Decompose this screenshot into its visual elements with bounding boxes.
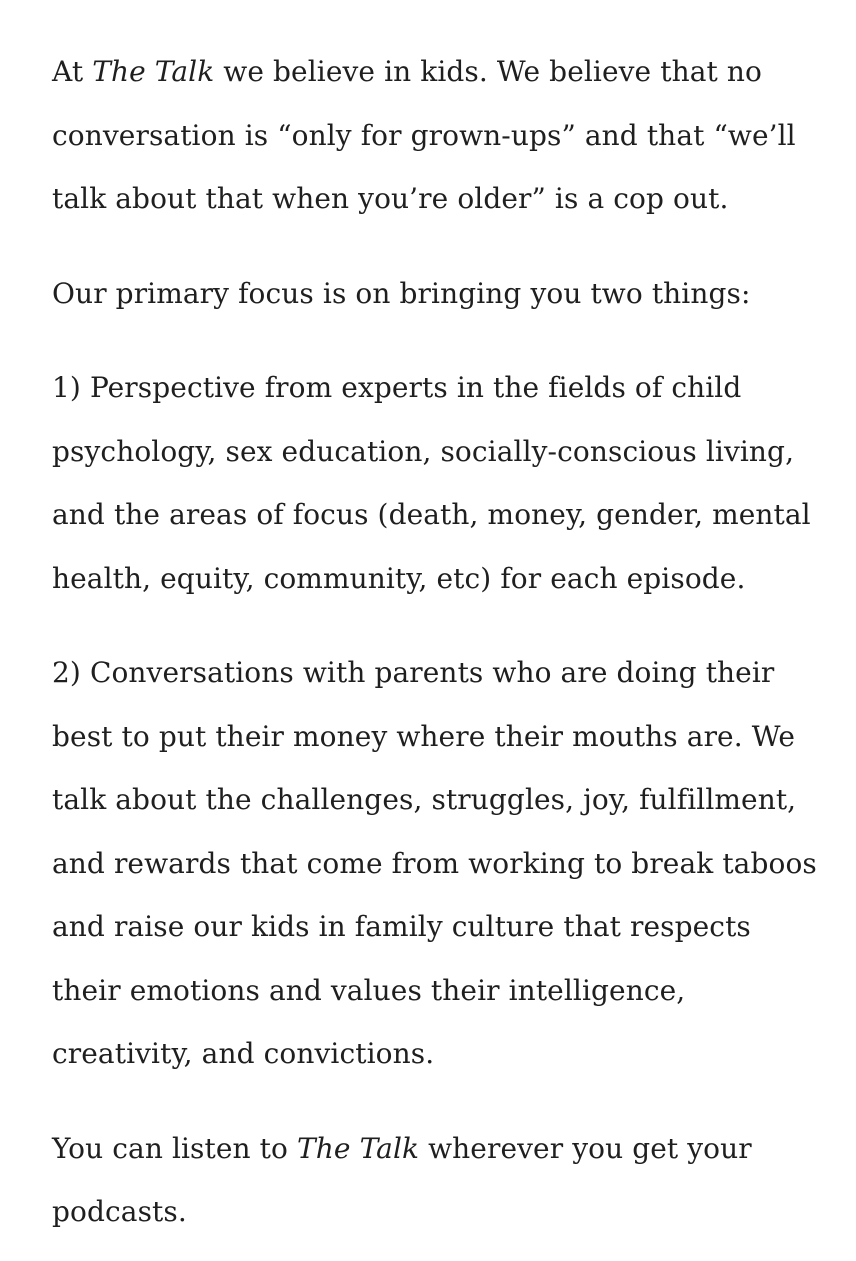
intro-text-start: At	[52, 55, 93, 88]
focus-item-1: 1) Perspective from experts in the fields of child psychology, sex education, socially-conscious living, and the areas of focus (death, money, gender, mental health, equity, community, etc) for each episode.	[52, 371, 811, 595]
intro-text-end: we believe in kids. We believe that no conversation is “only for grown-ups” and that “we’ll talk about that when you’re older” is a cop out.	[52, 55, 796, 215]
focus-item-2: 2) Conversations with parents who are doing their best to put their money where their mouths are. We talk about the challenges, struggles, joy, fulfillment, and rewards that come from working to break taboos and raise our kids in family culture that respects their emotions and values their intelligence, creativity, and convictions.	[52, 656, 817, 1070]
podcast-title: The Talk	[297, 1131, 420, 1165]
focus-paragraph: Our primary focus is on bringing you two things:	[52, 276, 751, 310]
podcast-title: The Talk	[92, 55, 215, 88]
intro-paragraph	[52, 40, 822, 231]
article-body	[52, 40, 822, 1244]
closing-paragraph	[52, 1117, 822, 1244]
closing-text-start: You can listen to	[52, 1131, 297, 1165]
closing-text-end: wherever you get your podcasts.	[52, 1131, 752, 1228]
